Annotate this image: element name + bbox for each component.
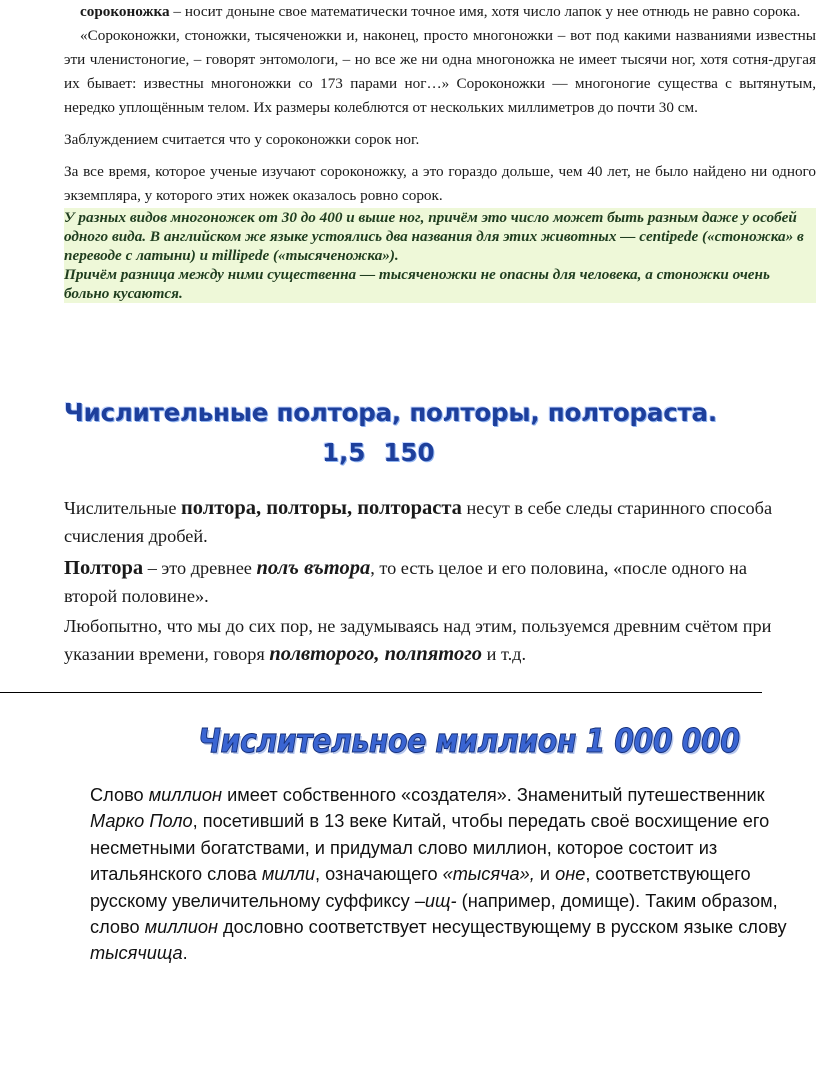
poltora-section [64, 494, 804, 668]
million-paragraph: Слово миллион имеет собственного «создателя». Знаменитый путешественник Марко Поло, посетивший в 13 веке Китай, чтобы передать своё восхищение его несметными богатствами, и придумал слово миллион, которое состоит из итальянского слова милли, означающего «тысяча», и оне, соответствующего русскому увеличительному суффиксу –ищ- (например, домище). Таким образом, слово миллион дословно соответствует несуществующему в русском языке слову тысячища. [90, 785, 787, 964]
paragraph-1: сороконожка – носит доныне свое математически точное имя, хотя число лапок у нее отнюдь не равно сорока. [80, 3, 801, 20]
number-one-and-half: 1,5 [322, 438, 366, 467]
highlight-paragraph-2: Причём разница между ними существенна — тысяченожки не опасны для человека, а стоножки очень больно кусаются. [64, 265, 816, 303]
paragraph-3: Заблуждением считается что у сороконожки сорок ног. [64, 131, 420, 148]
paragraph-poltora-2: Полтора – это древнее полъ вътора, то есть целое и его половина, «после одного на второй половине». [64, 557, 748, 606]
term-sorokonozhka: сороконожка [80, 3, 170, 20]
highlight-paragraph-1: У разных видов многоножек от 30 до 400 и выше ног, причём это число может быть разным даже у особей одного вида. В английском же языке устоялись два названия для этих животных — centipede («стоножка» в переводе с латыни) и millipede («тысяченожка»). [64, 208, 816, 265]
paragraph-2: «Сороконожки, стоножки, тысяченожки и, наконец, просто многоножки – вот под какими названиями известны эти членистоногие, – говорят энтомологи, – но все же ни одна многоножка не имеет тысячи ног, хотя сотня-другая их бывает: известны многоножки со 173 парами ног…» Сороконожки — многоногие существа с вытянутым, нередко уплощённым телом. Их размеры колеблются от нескольких миллиметров до почти 30 см. [64, 27, 816, 116]
paragraph-poltora-3: Любопытно, что мы до сих пор, не задумываясь над этим, пользуемся древним счётом при указании времени, говоря полвторого, полпятого и т.д. [64, 616, 772, 665]
horizontal-divider [0, 692, 762, 693]
heading-numbers [322, 438, 435, 467]
centipede-section [64, 0, 816, 303]
paragraph-poltora-1: Числительные полтора, полторы, полтораста несут в себе следы старинного способа счисления дробей. [64, 497, 773, 546]
heading-poltora: Числительные полтора, полторы, полтораста. [64, 398, 717, 427]
number-hundred-fifty: 150 [383, 438, 435, 467]
paragraph-4: За все время, которое ученые изучают сороконожку, а это гораздо дольше, чем 40 лет, не было найдено ни одного экземпляра, у которого этих ножек оказалось ровно сорок. [64, 163, 816, 204]
heading-million: Числительное миллион 1 000 000 [198, 721, 740, 760]
